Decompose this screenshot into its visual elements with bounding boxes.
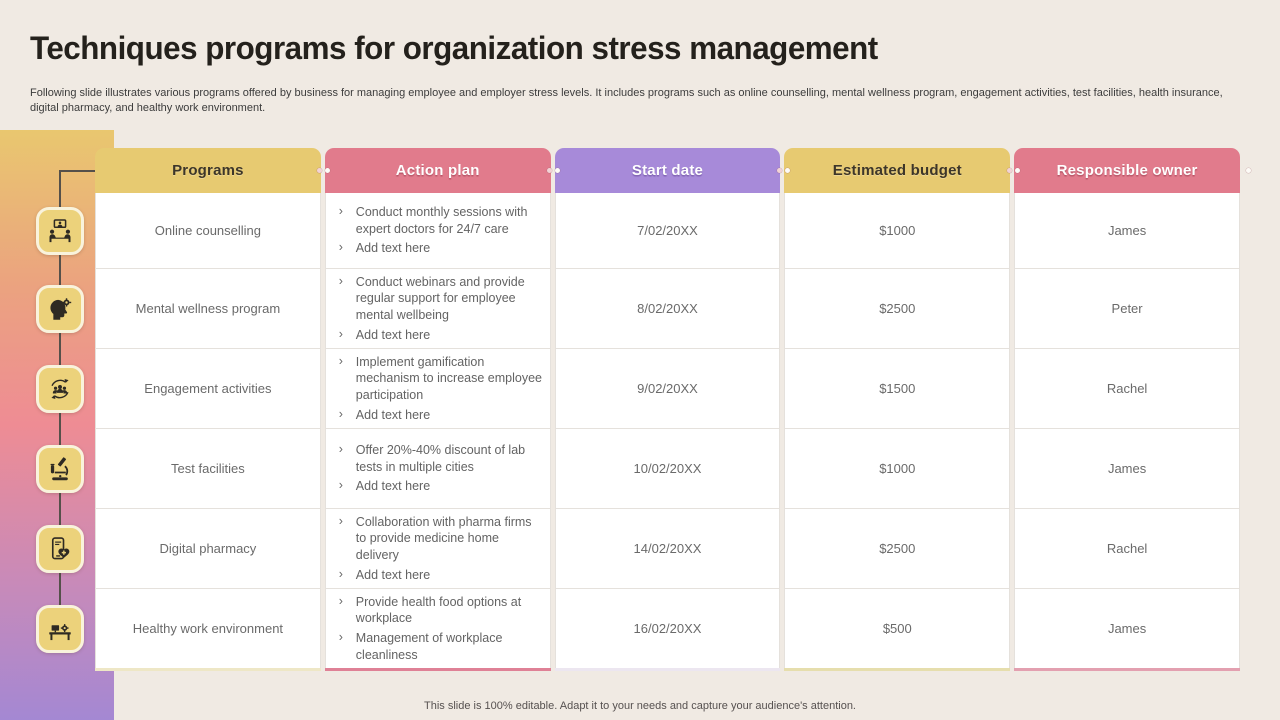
budget-cell: $500 <box>785 588 1009 668</box>
owner-cell: James <box>1015 428 1239 508</box>
start-date-cell: 10/02/20XX <box>556 428 780 508</box>
connector-line-horizontal <box>59 170 98 172</box>
action-item: › Add text here <box>330 567 544 584</box>
header-start-date: Start date <box>555 148 781 193</box>
program-cell: Healthy work environment <box>96 588 320 668</box>
owner-cell: Rachel <box>1015 508 1239 588</box>
action-item: › Conduct monthly sessions with expert doctors for 24/7 care <box>330 204 544 238</box>
action-plan-cell <box>326 428 550 508</box>
action-item: › Implement gamification mechanism to increase employee participation <box>330 354 544 404</box>
test-facilities-icon <box>36 445 84 493</box>
budget-cell: $1500 <box>785 348 1009 428</box>
start-date-cell: 16/02/20XX <box>556 588 780 668</box>
column-bottom-accent <box>784 668 1010 671</box>
header-programs: Programs <box>95 148 321 193</box>
counselling-session-icon <box>36 207 84 255</box>
mental-wellness-icon <box>36 285 84 333</box>
program-cell: Digital pharmacy <box>96 508 320 588</box>
header-connector-dots <box>547 168 560 173</box>
start-date-cell: 7/02/20XX <box>637 223 698 238</box>
budget-cell: $2500 <box>785 508 1009 588</box>
action-item: › Add text here <box>330 327 544 344</box>
program-cell: Online counselling <box>154 223 262 238</box>
owner-cell: Peter <box>1015 268 1239 348</box>
owner-cell: Rachel <box>1015 348 1239 428</box>
column-action-plan <box>325 148 551 671</box>
start-date-cell: 14/02/20XX <box>556 508 780 588</box>
action-item: › Add text here <box>330 240 544 257</box>
start-date-cell: 8/02/20XX <box>556 268 780 348</box>
column-bottom-accent <box>95 668 321 671</box>
action-plan-cell <box>326 268 550 348</box>
action-item: › Collaboration with pharma firms to provide medicine home delivery <box>330 514 544 564</box>
header-action-plan: Action plan <box>325 148 551 193</box>
column-start-date <box>555 148 781 671</box>
action-item: › Management of workplace cleanliness <box>330 630 544 664</box>
action-item: › Offer 20%-40% discount of lab tests in multiple cities <box>330 442 544 476</box>
program-cell: Mental wellness program <box>96 268 320 348</box>
header-connector-dots <box>1007 168 1020 173</box>
action-plan-cell <box>326 193 550 268</box>
action-plan-cell <box>326 588 550 668</box>
column-bottom-accent <box>555 668 781 671</box>
header-estimated-budget: Estimated budget <box>784 148 1010 193</box>
page-title: Techniques programs for organization stress management <box>30 30 878 66</box>
engagement-activities-icon <box>36 365 84 413</box>
budget-cell: $1000 <box>785 428 1009 508</box>
programs-table <box>95 148 1240 671</box>
column-estimated-budget <box>784 148 1010 671</box>
program-cell: Engagement activities <box>96 348 320 428</box>
owner-cell: James <box>1015 588 1239 668</box>
header-responsible-owner: Responsible owner <box>1014 148 1240 193</box>
action-item: › Provide health food options at workplace <box>330 594 544 628</box>
action-plan-cell <box>326 348 550 428</box>
budget-cell: $2500 <box>785 268 1009 348</box>
column-programs <box>95 148 321 671</box>
header-connector-dots <box>1246 168 1251 173</box>
owner-cell: James <box>1107 223 1147 238</box>
start-date-cell: 9/02/20XX <box>556 348 780 428</box>
footer-note: This slide is 100% editable. Adapt it to your needs and capture your audience's attention. <box>424 700 856 712</box>
column-bottom-accent <box>325 668 551 671</box>
slide-subtitle: Following slide illustrates various programs offered by business for managing employee and employer stress levels. It includes programs such as online counselling, mental wellness program, engagement activities, test facilities, health insurance, digital pharmacy, and healthy work environment. <box>30 87 1223 115</box>
digital-pharmacy-icon <box>36 525 84 573</box>
program-cell: Test facilities <box>96 428 320 508</box>
healthy-work-environment-icon <box>36 605 84 653</box>
action-item: › Add text here <box>330 478 544 495</box>
action-item: › Add text here <box>330 407 544 424</box>
budget-cell: $1000 <box>879 223 916 238</box>
column-bottom-accent <box>1014 668 1240 671</box>
header-connector-dots <box>317 168 330 173</box>
action-plan-cell <box>326 508 550 588</box>
header-connector-dots <box>777 168 790 173</box>
action-item: › Conduct webinars and provide regular support for employee mental wellbeing <box>330 274 544 324</box>
column-responsible-owner <box>1014 148 1240 671</box>
